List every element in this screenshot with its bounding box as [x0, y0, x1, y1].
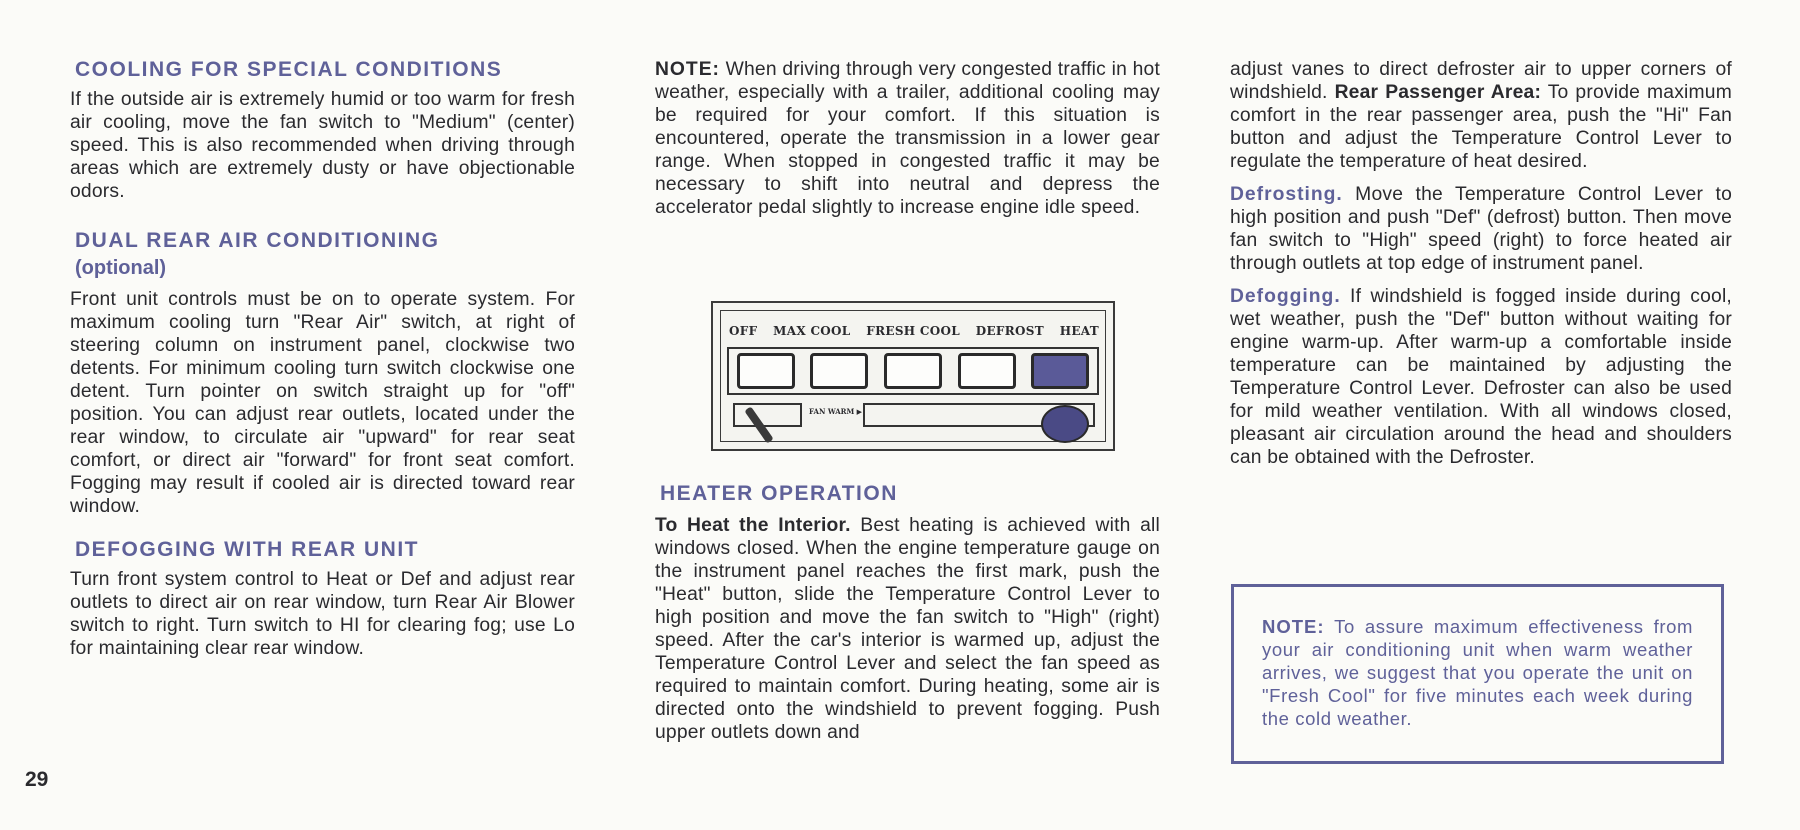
- text-defroster-vanes: adjust vanes to direct defroster air to upper corners of windshield.: [1230, 59, 1732, 103]
- panel-label-fresh-cool: FRESH COOL: [866, 324, 961, 338]
- heater-text: Best heating is achieved with all windows closed. When the engine temperature gauge on the instrument panel reaches the first mark, push the "Heat" button, slide the Temperature Control Lever to high position and move the fan switch to "High" (right) speed. After the car's interior is warmed up, adjust the Temperature Control Lever and select the fan speed as required to maintain comfort. During heating, some air is directed onto the windshield to prevent fogging. Push upper outlets down and: [655, 515, 1161, 743]
- panel-button-heat: [1031, 353, 1089, 389]
- control-panel-frame: [720, 310, 1106, 442]
- text-defogging: [1230, 285, 1732, 469]
- note-label: NOTE:: [655, 59, 720, 80]
- panel-label-heat: HEAT: [1059, 324, 1099, 338]
- panel-label-max-cool: MAX COOL: [773, 324, 851, 338]
- text-dual-rear-air: Front unit controls must be on to operate system. For maximum cooling turn "Rear Air" switch, at right of steering column on instrument panel, clockwise two detents. For minimum cooling turn switch clockwise one detent. Turn pointer on switch straight up for "off" position. You can adjust rear outlets, located under the rear window, to circulate air "upward" for rear seat comfort, or direct air "forward" for front seat comfort. Fogging may result if cooled air is directed toward rear window.: [70, 289, 575, 517]
- panel-button-fresh-cool: [884, 353, 942, 389]
- control-panel-figure: [711, 301, 1115, 451]
- panel-button-off: [737, 353, 795, 389]
- page-number: 29: [25, 768, 49, 791]
- temperature-lever-knob: [1041, 405, 1089, 443]
- panel-label-off: OFF: [729, 324, 758, 338]
- lead-defrosting: Defrosting.: [1230, 184, 1343, 205]
- text-heater-operation: [655, 514, 1160, 744]
- text-rear-passenger-body: To provide maximum comfort in the rear passenger area, push the "Hi" Fan button and adjust the Temperature Control Lever to regulate the temperature of heat desired.: [1230, 82, 1732, 172]
- middle-column: [655, 58, 1160, 219]
- text-rear-passenger: [1230, 58, 1732, 173]
- fan-label: FAN WARM ▶: [809, 407, 863, 416]
- note-box-body: To assure maximum effectiveness from your air conditioning unit when warm weather arrives, we suggest that you operate the unit on "Fresh Cool" for five minutes each week during the cold weather.: [1262, 616, 1693, 729]
- text-cooling-special: If the outside air is extremely humid or too warm for fresh air cooling, move the fan switch to "Medium" (center) speed. This is also recommended when driving through areas which are extremely dusty or have objectionable odors.: [70, 89, 575, 202]
- heading-defogging-rear: DEFOGGING WITH REAR UNIT: [75, 538, 419, 561]
- text-defrosting-body: Move the Temperature Control Lever to high position and push "Def" (defrost) button. Then move fan switch to "High" speed (right) to force heated air through outlets at top edge of instrument panel.: [1230, 184, 1732, 274]
- note-text: When driving through very congested traffic in hot weather, especially with a trailer, additional cooling may be required for your comfort. If this situation is encountered, operate the transmission in a lower gear range. When stopped in congested traffic it may be necessary to shift into neutral and depress the accelerator pedal slightly to increase engine idle speed.: [655, 59, 1160, 218]
- heading-dual-rear-air: DUAL REAR AIR CONDITIONING: [75, 229, 440, 252]
- heater-section: [655, 482, 1160, 744]
- panel-label-defrost: DEFROST: [975, 324, 1044, 338]
- lead-rear-passenger: Rear Passenger Area:: [1334, 82, 1542, 103]
- right-column: [1230, 58, 1732, 469]
- text-defogging-body: If windshield is fogged inside during cool, wet weather, push the "Def" button without waiting for engine warm-up. After warm-up a comfortable inside temperature can be maintained by adjusting the Temperature Control Lever. Defroster can also be used for mild weather ventilation. With all windows closed, pleasant air circulation around the head and shoulders can be obtained with the Defroster.: [1230, 286, 1732, 468]
- text-defogging-rear: Turn front system control to Heat or Def and adjust rear outlets to direct air on rear window, turn Rear Air Blower switch to right. Turn switch to HI for clearing fog; use Lo for maintaining clear rear window.: [70, 569, 575, 659]
- lead-defogging: Defogging.: [1230, 286, 1341, 307]
- note-congested-traffic: [655, 58, 1160, 219]
- subheading-optional: (optional): [75, 257, 167, 279]
- section-defogging-rear: [70, 538, 575, 660]
- fan-switch-slot: [733, 403, 802, 427]
- heater-lead: To Heat the Interior.: [655, 515, 851, 536]
- text-defrosting: [1230, 183, 1732, 275]
- panel-button-defrost: [958, 353, 1016, 389]
- section-dual-rear-air: [70, 229, 575, 518]
- panel-button-row: [727, 347, 1099, 395]
- panel-slider-area: [733, 401, 1095, 427]
- note-box-text: [1262, 615, 1693, 730]
- panel-button-max-cool: [810, 353, 868, 389]
- heading-heater-operation: HEATER OPERATION: [660, 482, 898, 505]
- left-column: [70, 58, 575, 678]
- heading-cooling-special: COOLING FOR SPECIAL CONDITIONS: [75, 58, 503, 81]
- note-box-fresh-cool: [1231, 584, 1724, 764]
- panel-labels: [729, 324, 1099, 338]
- section-cooling-special: [70, 58, 575, 203]
- note-box-label: NOTE:: [1262, 616, 1325, 637]
